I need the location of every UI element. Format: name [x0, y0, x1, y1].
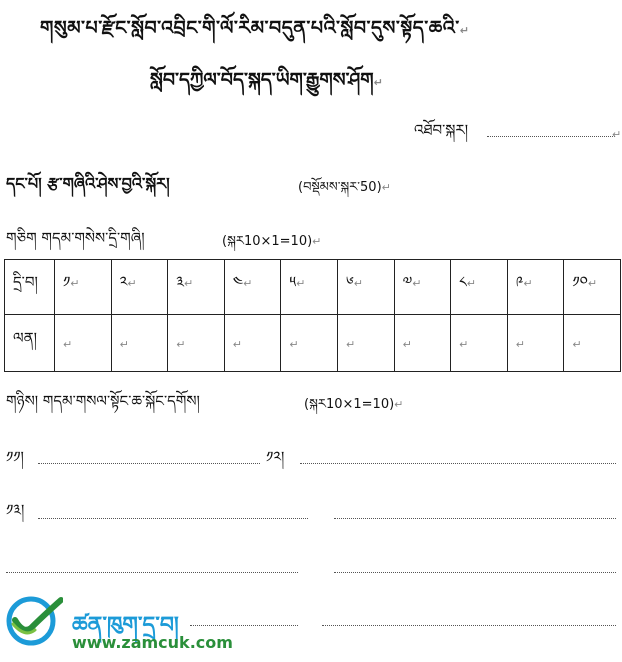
logo-url[interactable]: www.zamcuk.com [72, 633, 233, 652]
question-number: ༤↵ [224, 260, 281, 315]
exam-title-line2: སློབ་དཀྱིལ་བོད་སྐད་ཡིག་རྒྱུགས་ཤོག↵ [150, 69, 383, 91]
part1-heading: དང་པོ། རྩ་གཞིའི་ཤེས་བྱའི་སྐོར། [6, 174, 170, 193]
q2-heading: གཉིས། གདམ་གསལ་སྟོང་ཆ་སྐོང་དགོས། [6, 392, 200, 410]
question-number: ༨↵ [451, 260, 508, 315]
answer-blank[interactable] [322, 625, 616, 626]
answer-blank[interactable] [334, 572, 616, 573]
item-11-label: ༡༡། [6, 448, 24, 466]
row-label-question: དྲི་བ། [5, 260, 55, 315]
answer-table [4, 259, 621, 372]
answer-cell[interactable]: ↵ [451, 315, 508, 372]
question-number: ༣↵ [168, 260, 225, 315]
item-12-blank[interactable] [300, 463, 616, 464]
q2-score-note: (སྐར10×1=10)↵ [304, 397, 404, 412]
answer-cell[interactable]: ↵ [55, 315, 112, 372]
question-number: ༩↵ [507, 260, 564, 315]
item-13-label: ༡༣། [6, 501, 25, 519]
q1-score-note: (སྐར10×1=10)↵ [222, 234, 322, 249]
q1-heading: གཅིག གདམ་གསེས་དྲི་གཞི། [6, 229, 145, 247]
answer-row [5, 315, 621, 372]
question-number: ༡↵ [55, 260, 112, 315]
answer-blank[interactable] [6, 572, 298, 573]
exam-title-line1: གསུམ་པ་རྫོང་སློབ་འབྲིང་གི་ལོ་རིམ་བདུན་པའི་སློབ་དུས་སྟོད་ཆའི་↵ [40, 17, 470, 39]
answer-cell[interactable]: ↵ [281, 315, 338, 372]
answer-cell[interactable]: ↵ [168, 315, 225, 372]
row-label-answer: ལན། [5, 315, 55, 372]
question-number: ༧↵ [394, 260, 451, 315]
answer-blank[interactable] [190, 625, 298, 626]
item-13-blank[interactable] [38, 518, 308, 519]
item-11-blank[interactable] [38, 463, 260, 464]
return-mark: ↵ [612, 128, 622, 141]
item-12-label: ༡༢། [266, 448, 285, 466]
answer-cell[interactable]: ↵ [224, 315, 281, 372]
logo-text: ཚན་ཁུག་དྲ་བ། [72, 613, 179, 638]
answer-cell[interactable]: ↵ [564, 315, 621, 372]
answer-cell[interactable]: ↵ [337, 315, 394, 372]
score-blank[interactable] [487, 136, 615, 137]
question-number: ༥↵ [281, 260, 338, 315]
question-number: ༦↵ [337, 260, 394, 315]
score-label: འཐོབ་སྐར། [414, 121, 469, 139]
question-number: ༢↵ [111, 260, 168, 315]
question-number-row [5, 260, 621, 315]
answer-blank[interactable] [334, 518, 616, 519]
answer-cell[interactable]: ↵ [507, 315, 564, 372]
question-number: ༡༠↵ [564, 260, 621, 315]
part1-score-note: (བསྡོམས་སྐར་50)↵ [298, 180, 391, 195]
answer-cell[interactable]: ↵ [394, 315, 451, 372]
answer-cell[interactable]: ↵ [111, 315, 168, 372]
zamcuk-logo-icon [5, 594, 63, 646]
